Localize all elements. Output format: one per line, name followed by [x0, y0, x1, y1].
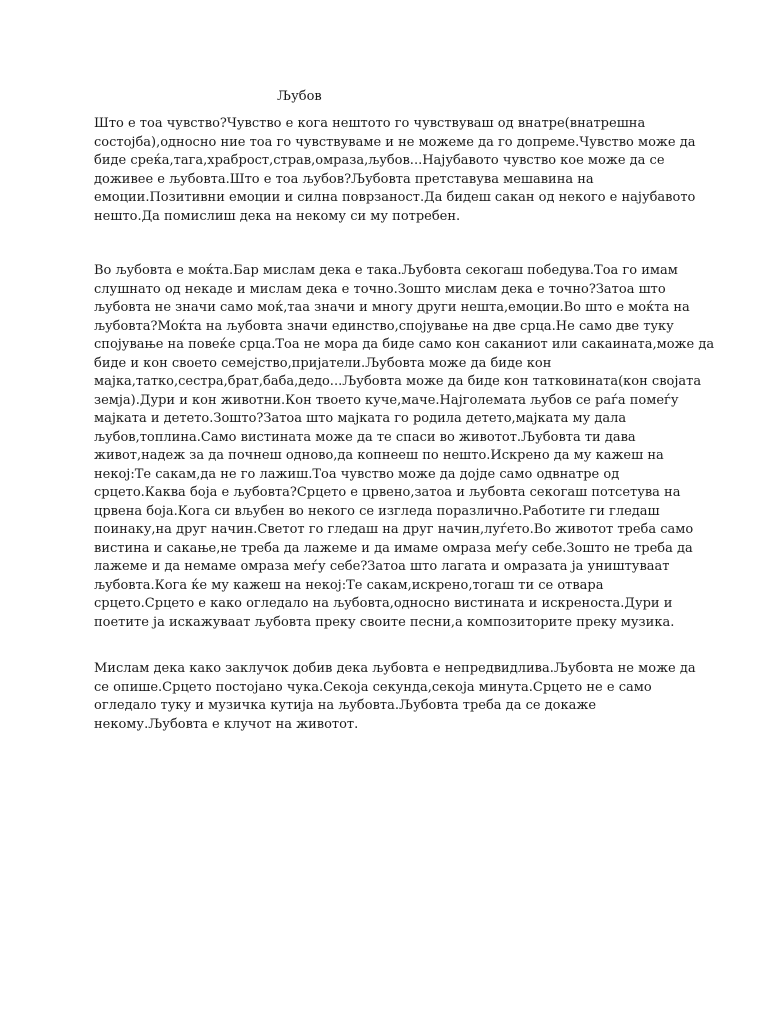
text-line: слушнато од некаде и мислам дека е точно.Зошто мислам дека е точно?Затоа што	[94, 281, 666, 297]
text-line: огледало туку и музичка кутија на љубовта.Љубовта треба да се докаже	[94, 698, 597, 713]
text-line: биде и кон своето семејство,пријатели.Љубовта може да биде кон	[94, 355, 552, 371]
document-title: Љубов	[277, 89, 322, 104]
text-line: нешто.Да помислиш дека на некому си му потребен.	[94, 208, 461, 224]
text-line: вистина и сакање,не треба да лажеме и да имаме омраза меѓу себе.Зошто не треба да	[94, 540, 693, 556]
text-line: некој:Те сакам,да не го лажиш.Тоа чувство може да дојде само одвнатре од	[94, 466, 620, 482]
text-line: срцето.Срцето е како огледало на љубовта,односно вистината и искреноста.Дури и	[94, 596, 673, 611]
text-line: живот,надеж за да почнеш одново,да копнееш по нешто.Искрено да му кажеш на	[94, 448, 664, 463]
text-line: се опише.Срцето постојано чука.Секоја секунда,секоја минута.Срцето не е само	[94, 679, 652, 695]
text-line: Што е тоа чувство?Чувство е кога нештото го чувствуваш од внатре(внатрешна	[94, 116, 646, 131]
text-line: мајката и детето.Зошто?Затоа што мајката го родила детето,мајката му дала	[94, 411, 627, 426]
text-line: земја).Дури и кон животни.Кон твоето куче,маче.Најголемата љубов се раѓа помеѓу	[94, 392, 679, 408]
text-line: поетите ја искажуваат љубовта преку своите песни,а композиторите преку музика.	[94, 614, 675, 630]
text-line: мајка,татко,сестра,брат,баба,дедо...Љубовта може да биде кон татковината(кон својата	[94, 374, 702, 389]
text-line: поинаку,на друг начин.Светот го гледаш на друг начин,луѓето.Во животот треба само	[94, 522, 694, 537]
text-line: спојување на повеќе срца.Тоа не мора да биде само кон саканиот или сакаината,може да	[94, 337, 715, 352]
paragraph-2	[94, 262, 715, 632]
text-line: љубовта?Моќта на љубовта значи единство,спојување на две срца.Не само две туку	[94, 318, 674, 334]
text-line: љубовта.Кога ќе му кажеш на некој:Те сакам,искрено,тогаш ти се отвара	[94, 577, 604, 593]
text-line: Во љубовта е моќта.Бар мислам дека е така.Љубовта секогаш победува.Тоа го имам	[94, 263, 678, 278]
paragraph-3	[94, 660, 696, 734]
text-line: љубов,топлина.Само вистината може да те спаси во животот.Љубовта ти дава	[94, 429, 636, 445]
text-line: црвена боја.Кога си вљубен во некого се изгледа поразлично.Работите ги гледаш	[94, 503, 660, 519]
text-line: лажеме и да немаме омраза меѓу себе?Затоа што лагата и омразата ја уништуваат	[94, 559, 670, 574]
text-line: состојба),односно ние тоа го чувствуваме и не можеме да го допреме.Чувство може да	[94, 134, 696, 150]
paragraph-1	[94, 115, 696, 226]
text-line: доживее е љубовта.Што е тоа љубов?Љубовта претставува мешавина на	[94, 171, 594, 187]
text-line: некому.Љубовта е клучот на животот.	[94, 716, 359, 732]
text-line: љубовта не значи само моќ,таа значи и многу други нешта,емоции.Во што е моќта на	[94, 300, 690, 315]
text-line: срцето.Каква боја е љубовта?Срцето е црвено,затоа и љубовта секогаш потсетува на	[94, 485, 681, 500]
text-line: емоции.Позитивни емоции и силна поврзаност.Да бидеш сакан од некого е најубавото	[94, 190, 696, 205]
text-line: биде среќа,тага,храброст,страв,омраза,љубов...Најубавото чувство кое може да се	[94, 153, 665, 168]
text-line: Мислам дека како заклучок добив дека љубовта е непредвидлива.Љубовта не може да	[94, 661, 696, 676]
